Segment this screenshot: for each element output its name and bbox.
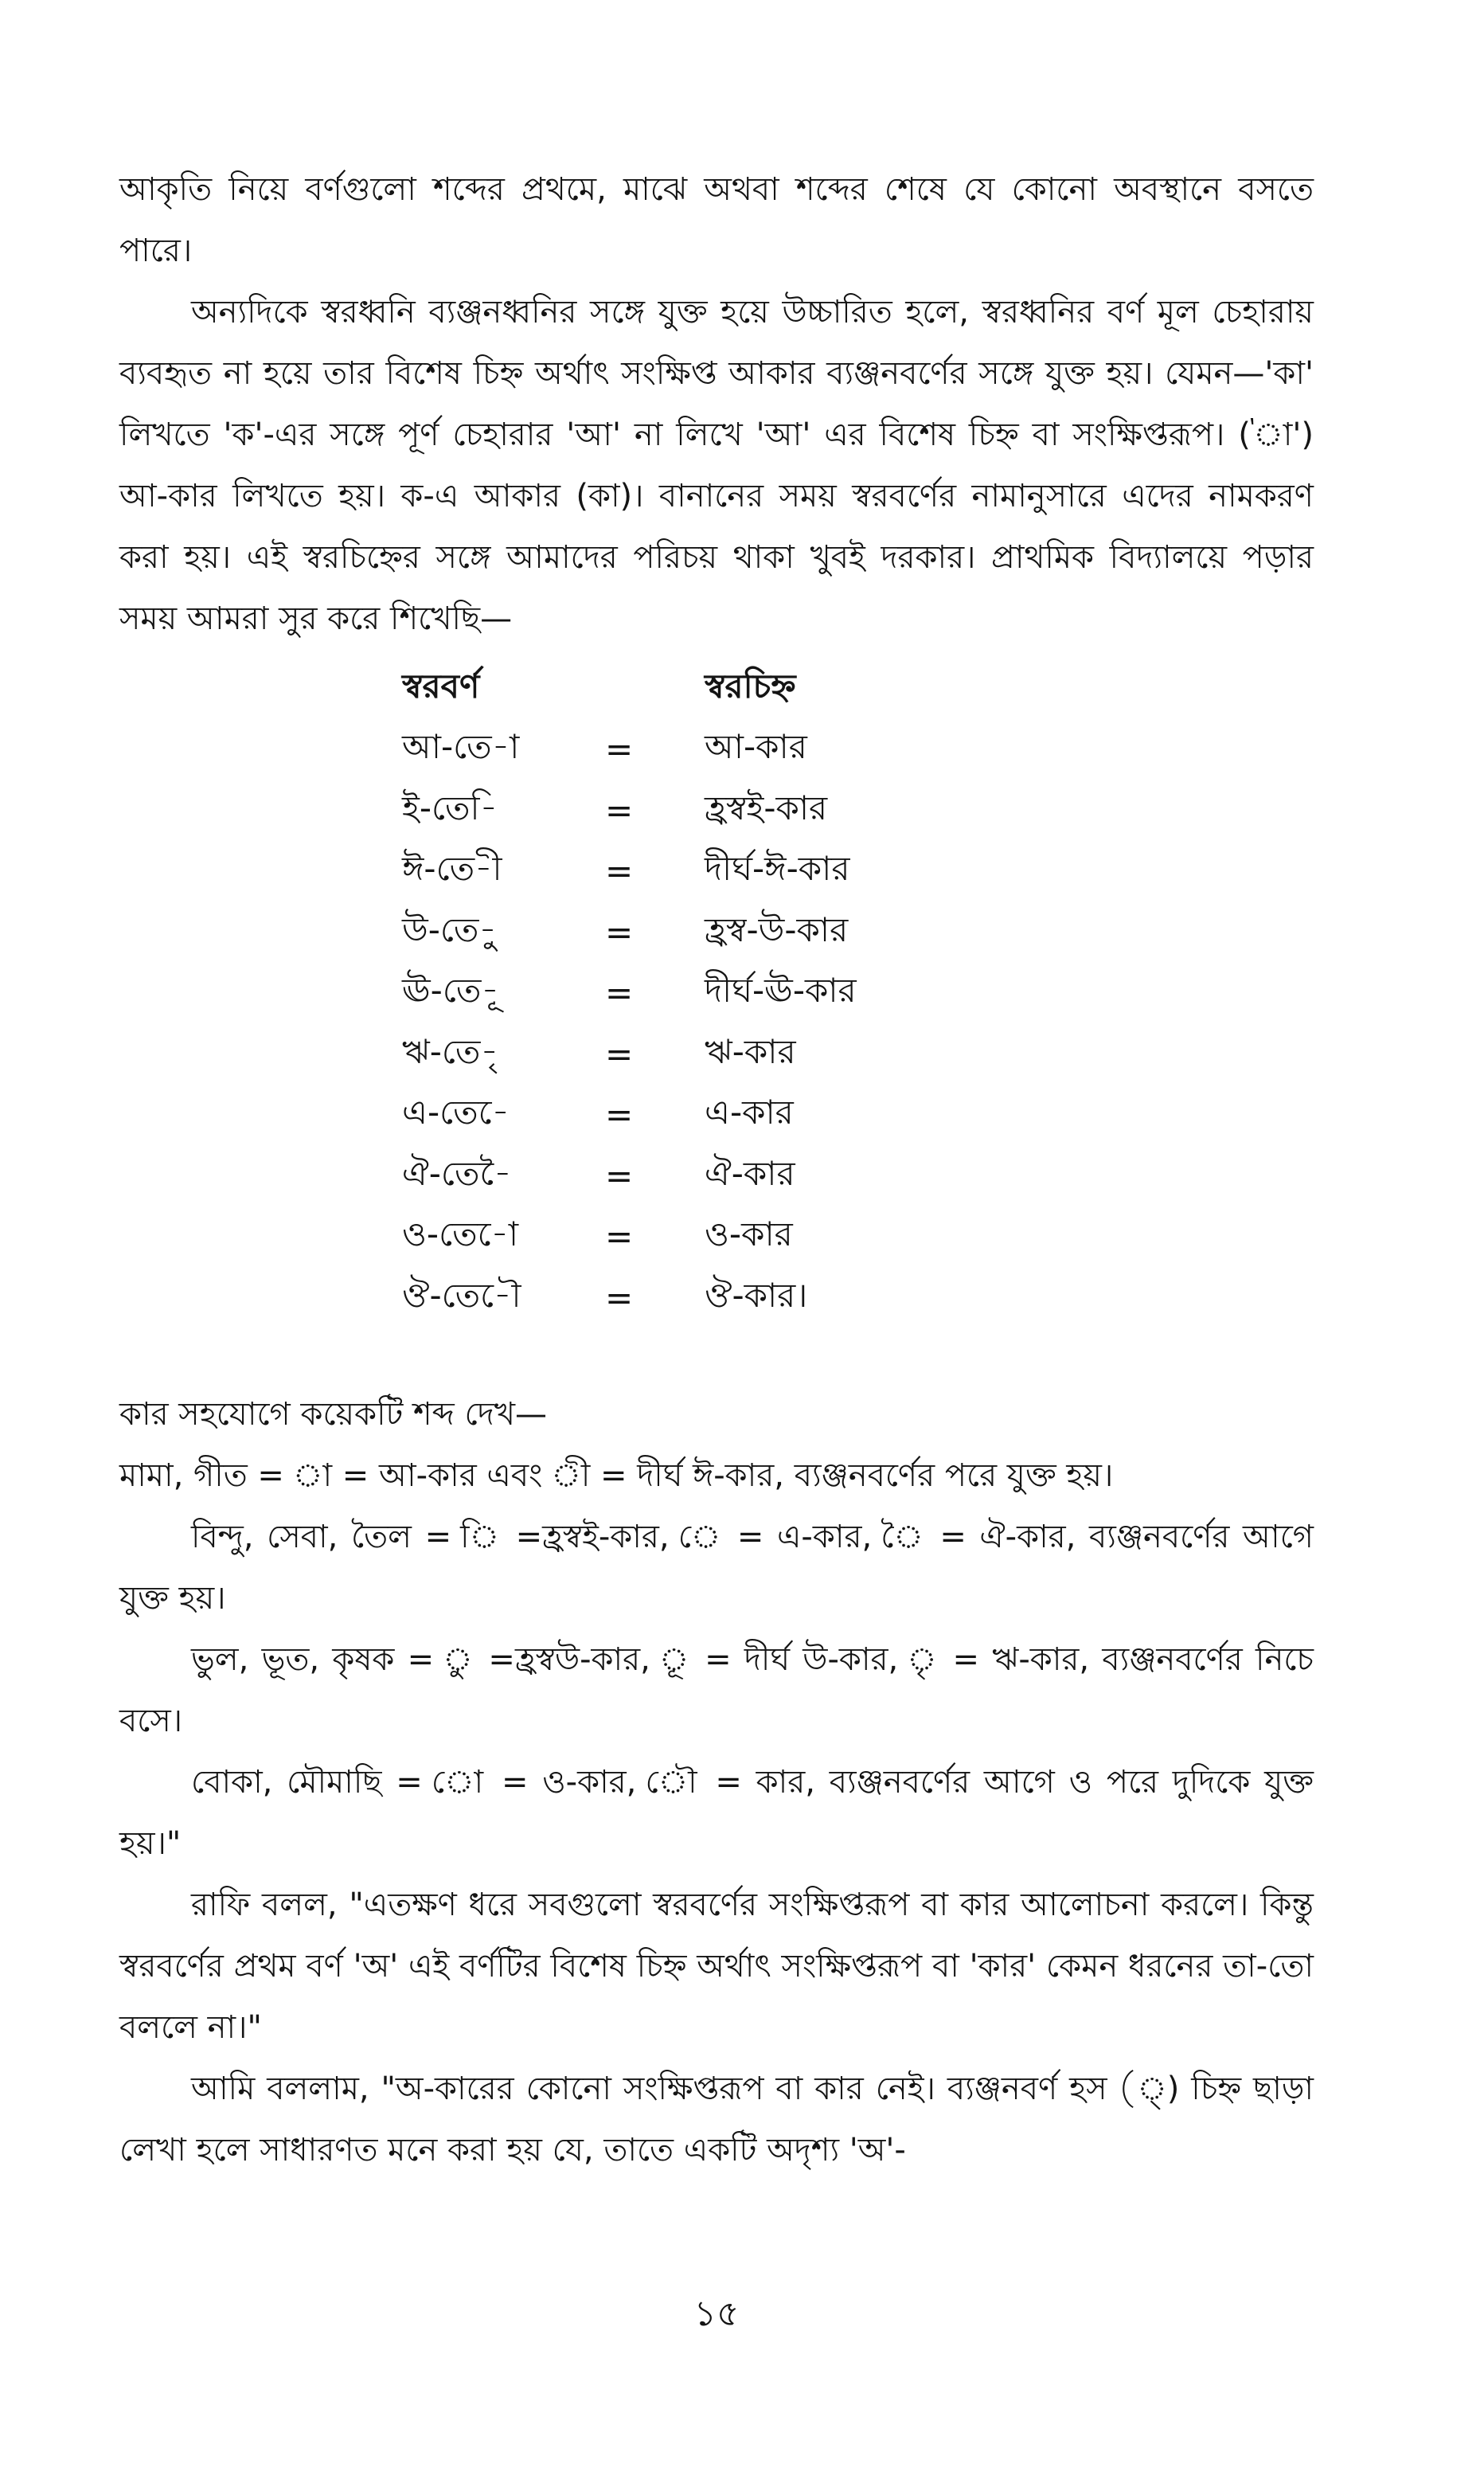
equals-sign: = — [605, 1277, 634, 1317]
vowel-cell: ঋ-তে-ৃ — [402, 1031, 498, 1071]
vowel-sign-cell: ও-কার — [705, 1214, 793, 1254]
equals-sign: = — [605, 851, 634, 891]
equals-sign: = — [605, 790, 634, 830]
vowel-cell: ঔ-তে-ৌ — [402, 1275, 521, 1315]
vowel-sign-cell: আ-কার — [705, 727, 807, 767]
vowel-sign-cell: দীর্ঘ-ঊ-কার — [705, 971, 857, 1011]
table-row — [402, 1023, 1119, 1085]
header-vowel-sign: স্বরচিহ্ন — [705, 666, 796, 706]
vowel-cell: ও-তে-ো — [402, 1214, 519, 1254]
vowel-cell: ঐ-তে-ৈ — [402, 1153, 512, 1193]
vowel-sign-cell: ঋ-কার — [705, 1031, 796, 1071]
vowel-sign-cell: দীর্ঘ-ঈ-কার — [705, 849, 850, 889]
vowel-cell: উ-তে-ু — [402, 909, 497, 949]
paragraph-2: অন্যদিকে স্বরধ্বনি ব্যঞ্জনধ্বনির সঙ্গে যুক্ত হয়ে উচ্চারিত হলে, স্বরধ্বনির বর্ণ মূল চেহারায় ব্যবহৃত না হয়ে তার বিশেষ চিহ্ন অর্থাৎ সংক্ষিপ্ত আকার ব্যঞ্জনবর্ণের সঙ্গে যুক্ত হয়। যেমন—'কা' লিখতে 'ক'-এর সঙ্গে পূর্ণ চেহারার 'আ' না লিখে 'আ' এর বিশেষ চিহ্ন বা সংক্ষিপ্তরূপ। ('া') আ-কার লিখতে হয়। ক-এ আকার (কা)। বানানের সময় স্বরবর্ণের নামানুসারে এদের নামকরণ করা হয়। এই স্বরচিহ্নের সঙ্গে আমাদের পরিচয় থাকা খুবই দরকার। প্রাথমিক বিদ্যালয়ে পড়ার সময় আমরা সুর করে শিখেছি— — [119, 294, 1314, 637]
table-row — [402, 963, 1119, 1024]
paragraph-6: ভুল, ভূত, কৃষক = ু =হ্রস্বউ-কার, ূ = দীর্ঘ উ-কার, ৃ = ঋ-কার, ব্যঞ্জনবর্ণের নিচে বসে। — [119, 1640, 1314, 1739]
table-row — [402, 841, 1119, 902]
vowel-sign-cell: হ্রস্বই-কার — [705, 788, 828, 827]
table-row — [402, 901, 1119, 963]
vowel-cell: আ-তে-া — [402, 727, 520, 767]
paragraph-8: রাফি বলল, "এতক্ষণ ধরে সবগুলো স্বরবর্ণের সংক্ষিপ্তরূপ বা কার আলোচনা করলে। কিন্তু স্বরবর্ণের প্রথম বর্ণ 'অ' এই বর্ণটির বিশেষ চিহ্ন অর্থাৎ সংক্ষিপ্তরূপ বা 'কার' কেমন ধরনের তা-তো বললে না।" — [119, 1886, 1314, 2046]
table-row — [402, 1267, 1119, 1328]
table-row — [402, 1145, 1119, 1206]
paragraph-7: বোকা, মৌমাছি = ো = ও-কার, ৌ = কার, ব্যঞ্জনবর্ণের আগে ও পরে দুদিকে যুক্ত হয়।" — [119, 1763, 1314, 1862]
vowel-sign-cell: হ্রস্ব-উ-কার — [705, 909, 849, 949]
table-row — [402, 1206, 1119, 1268]
vowel-sign-table — [402, 658, 1119, 1328]
vowel-sign-cell: এ-কার — [705, 1093, 794, 1132]
equals-sign: = — [605, 729, 634, 769]
paragraph-3: কার সহযোগে কয়েকটি শব্দ দেখ— — [119, 1395, 547, 1433]
section-gap — [119, 1328, 1314, 1384]
vowel-cell: ঈ-তে-ী — [402, 849, 502, 889]
paragraph-1: আকৃতি নিয়ে বর্ণগুলো শব্দের প্রথমে, মাঝে অথবা শব্দের শেষে যে কোনো অবস্থানে বসতে পারে। — [119, 171, 1314, 269]
page-number: ১৫ — [693, 2294, 740, 2334]
paragraph-9: আমি বললাম, "অ-কারের কোনো সংক্ষিপ্তরূপ বা কার নেই। ব্যঞ্জনবর্ণ হস (্) চিহ্ন ছাড়া লেখা হলে সাধারণত মনে করা হয় যে, তাতে একটি অদৃশ্য 'অ'- — [119, 2070, 1314, 2168]
paragraph-4: মামা, গীত = া = আ-কার এবং ী = দীর্ঘ ঈ-কার, ব্যঞ্জনবর্ণের পরে যুক্ত হয়। — [119, 1457, 1114, 1494]
vowel-cell: ই-তে-ি — [402, 788, 498, 827]
equals-sign: = — [605, 1034, 634, 1073]
table-row — [402, 719, 1119, 780]
table-row — [402, 1085, 1119, 1146]
vowel-cell: ঊ-তে-ূ — [402, 971, 499, 1011]
paragraph-5: বিন্দু, সেবা, তৈল = ি =হ্রস্বই-কার, ে = এ-কার, ৈ = ঐ-কার, ব্যঞ্জনবর্ণের আগে যুক্ত হয়। — [119, 1518, 1314, 1617]
equals-sign: = — [605, 912, 634, 952]
table-row — [402, 780, 1119, 841]
equals-sign: = — [605, 1156, 634, 1195]
book-page — [119, 159, 1314, 2429]
vowel-sign-cell: ঐ-কার — [705, 1153, 795, 1193]
vowel-cell: এ-তে-ে — [402, 1093, 510, 1132]
equals-sign: = — [605, 973, 634, 1013]
equals-sign: = — [605, 1217, 634, 1257]
table-header-row — [402, 658, 1119, 719]
vowel-sign-cell: ঔ-কার। — [705, 1275, 808, 1315]
header-vowel: স্বরবর্ণ — [402, 666, 480, 706]
equals-sign: = — [605, 1095, 634, 1135]
